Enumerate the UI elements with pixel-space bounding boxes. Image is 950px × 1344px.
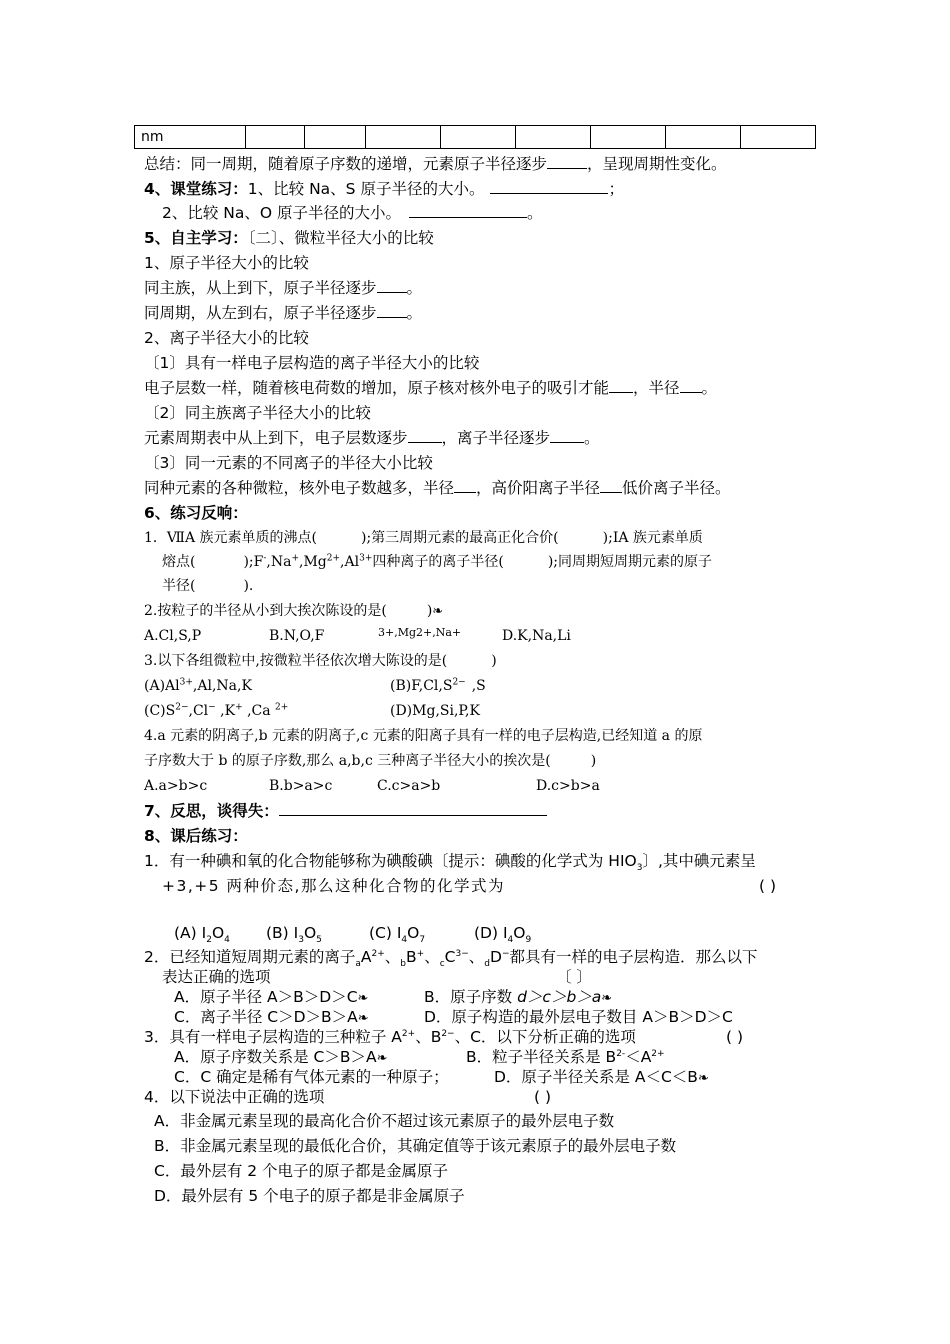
option-d[interactable]: D．最外层有 5 个电子的原子都是非金属原子 <box>154 1187 465 1205</box>
option-b[interactable]: B．粒子半径关系是 $B^{2-}<A^{2+}$ <box>466 1048 665 1066</box>
sec4-line1 <box>144 178 624 200</box>
subsection-title: 〔3〕同一元素的不同离子的半径大小比较 <box>144 454 433 472</box>
answer-blank[interactable] <box>609 377 633 393</box>
option-text: B．原子序数 <box>424 988 513 1006</box>
section-subtitle: 〔二〕、微粒半径大小的比较 <box>247 229 434 247</box>
q3-line <box>144 650 497 672</box>
option-c[interactable]: C．C 确定是稀有气体元素的一种原子； <box>174 1068 449 1086</box>
answer-paren[interactable]: ( ) <box>759 877 777 895</box>
line-text: ,Mg <box>299 554 327 570</box>
option-text: (B)F,Cl,S <box>390 678 453 694</box>
summary-text-end: ，呈现周期性变化。 <box>587 155 727 173</box>
sec5-line <box>144 377 717 399</box>
answer-blank[interactable] <box>550 427 584 443</box>
sec5-heading-line <box>144 227 434 249</box>
table-cell <box>441 126 516 149</box>
line-text: ). <box>243 578 254 594</box>
table-cell-unit: nm <box>135 126 246 149</box>
section-heading: 5、自主学习： <box>144 229 248 247</box>
option-text: ,Ca <box>247 703 271 719</box>
option-a[interactable]: A.a>b>c <box>144 778 208 794</box>
table-cell <box>305 126 366 149</box>
line-text: 都具有一样的电子层构造．那么以下 <box>509 948 758 966</box>
option-text: ,Cl <box>188 703 209 719</box>
section-heading: 6、练习反响： <box>144 504 248 522</box>
answer-blank[interactable] <box>408 427 442 443</box>
p2-line1: 2．已经知道短周期元素的离子$_aA^{2+}$、$_b$B+、$_cC^{3-}$、$_d$D−都具有一样的电子层构造．那么以下 <box>144 948 758 970</box>
punct: 。 <box>584 429 600 447</box>
question-text: 1、比较 Na、S 原子半径的大小。 <box>247 180 485 198</box>
option-b[interactable]: B．非金属元素呈现的最低化合价，其确定值等于该元素原子的最外层电子数 <box>154 1137 677 1155</box>
q1-line3 <box>162 575 253 597</box>
line-text: ,Al <box>340 554 360 570</box>
option-d[interactable]: D.c>b>a <box>536 778 600 794</box>
punct: ) <box>590 753 597 769</box>
option-c[interactable]: C．最外层有 2 个电子的原子都是金属原子 <box>154 1162 449 1180</box>
line-text: ，半径 <box>633 379 680 397</box>
q2-line <box>144 600 443 623</box>
option-a[interactable]: A．非金属元素呈现的最高化合价不超过该元素原子的最外层电子数 <box>154 1112 615 1130</box>
answer-blank[interactable] <box>547 153 587 169</box>
answer-blank[interactable] <box>490 178 608 194</box>
option-text: ,K <box>220 703 236 719</box>
option-text: A．原子半径 A＞B＞D＞C <box>174 988 358 1006</box>
option-d[interactable]: (D) $I_4O_9$ <box>474 924 532 946</box>
line-text: 熔点( <box>162 554 196 570</box>
scribble-icon: ❧ <box>357 991 369 1006</box>
section-heading: 4、课堂练习： <box>144 180 248 198</box>
option-text: D．原子半径关系是 A＜C＜B <box>494 1068 698 1086</box>
answer-blank[interactable] <box>454 477 476 493</box>
radius-table-row <box>134 125 816 149</box>
q1-line2: 熔点( )$;F^-,Na^+,Mg^{2+},Al^{3+}$四种离子的离子半径( );同周期短周期元素的原子 <box>162 553 713 570</box>
option-text: ,Al,Na,K <box>192 678 252 694</box>
table-cell <box>366 126 441 149</box>
line-text: +3,+5 两种价态,那么这种化合物的化学式为 <box>162 877 505 895</box>
p1-line1: 1．有一种碘和氧的化合物能够称为碘酸碘〔提示：碘酸的化学式为 $HIO_3$〕,其中碘元素呈 <box>144 852 756 874</box>
scribble-icon: ❧ <box>357 1011 369 1026</box>
option-a[interactable]: $(A)Al^{3+},Al,Na,K$ <box>144 677 252 694</box>
p4-line <box>144 1086 744 1108</box>
subsection-title: 1、原子半径大小的比较 <box>144 254 309 272</box>
section-heading: 7、反思，谈得失： <box>144 802 279 820</box>
scribble-icon: ❧ <box>601 991 613 1006</box>
punct: 。 <box>701 379 718 397</box>
table-cell <box>741 126 816 149</box>
punct: ； <box>608 180 624 198</box>
answer-blank[interactable] <box>377 277 407 293</box>
answer-paren[interactable]: ( ) <box>726 1028 744 1046</box>
answer-blank[interactable] <box>680 377 702 393</box>
line-text: );F <box>243 554 264 570</box>
line-text: 低价离子半径。 <box>622 479 731 497</box>
punct: 。 <box>527 204 543 222</box>
line-text: 、B <box>415 1028 442 1046</box>
punct: ) <box>426 603 433 619</box>
option-c[interactable]: $(C)S^{2-},Cl^-$ ,K+ ,Ca $^{2+}$ <box>144 702 289 719</box>
reflection-blank[interactable] <box>279 800 547 816</box>
option-c[interactable]: 3+,Mg2+,Na+ <box>378 626 462 639</box>
line-text: ，离子半径逐步 <box>441 429 551 447</box>
option-d[interactable]: D.K,Na,Li <box>502 628 571 644</box>
q1-line1 <box>144 527 703 549</box>
line-text: 1．ⅦA 族元素单质的沸点( <box>144 530 317 546</box>
scribble-icon: ❧ <box>432 604 444 619</box>
line-text: );同周期短周期元素的原子 <box>547 554 713 570</box>
line-text: 3.以下各组微粒中,按微粒半径依次增大陈设的是( <box>144 653 448 669</box>
option-b[interactable]: (B) $I_3O_5$ <box>266 924 322 946</box>
line-text: 〕,其中碘元素呈 <box>642 852 756 870</box>
answer-paren[interactable]: ( ) <box>534 1088 552 1106</box>
summary-line <box>144 153 727 175</box>
option-d[interactable]: (D)Mg,Si,P,K <box>390 703 480 719</box>
line-text: 2.按粒子的半径从小到大挨次陈设的是( <box>144 603 387 619</box>
option-b[interactable]: $(B)F,Cl,S^{2-}$ ,S <box>390 677 486 694</box>
line-text: 、C．以下分析正确的选项 <box>454 1028 636 1046</box>
line-text: 3．具有一样电子层构造的三种粒子 A <box>144 1028 402 1046</box>
line-text: 1．有一种碘和氧的化合物能够称为碘酸碘〔提示：碘酸的化学式为 HIO <box>144 852 637 870</box>
punct: 。 <box>406 279 423 297</box>
option-text: (A)Al <box>144 678 180 694</box>
q4-line1: 4.a 元素的阴离子,b 元素的阴离子,c 元素的阳离子具有一样的电子层构造,已经知道 a 的原 <box>144 728 703 744</box>
option-c[interactable]: (C) $I_4O_7$ <box>369 924 426 946</box>
sec4-line2 <box>162 202 543 224</box>
line-text: 半径( <box>162 578 196 594</box>
line-text: 表达正确的选项 <box>162 968 271 986</box>
line-text: 同主族，从上到下，原子半径逐步 <box>144 279 377 297</box>
line-text: 元素周期表中从上到下，电子层数逐步 <box>144 429 408 447</box>
line-text: );第三周期元素的最高正化合价( <box>361 530 559 546</box>
sec5-line <box>144 477 731 499</box>
question-text: 2、比较 Na、O 原子半径的大小。 <box>162 204 402 222</box>
line-text: 4．以下说法中正确的选项 <box>144 1088 325 1106</box>
scribble-icon: ❧ <box>376 1051 388 1066</box>
option-b[interactable]: B.b>a>c <box>269 778 333 794</box>
option-text: ＜A <box>625 1048 652 1066</box>
option-a[interactable]: A.Cl,S,P <box>144 628 202 644</box>
table-cell <box>246 126 305 149</box>
punct: ) <box>491 653 497 669</box>
line-text: ,Na <box>266 554 292 570</box>
answer-blank[interactable] <box>409 202 527 218</box>
subsection-title: 2、离子半径大小的比较 <box>144 329 309 347</box>
sec7-line <box>144 800 547 822</box>
line-text: 2．已经知道短周期元素的离子 <box>144 948 356 966</box>
option-text: A．原子序数关系是 C＞B＞A <box>174 1048 377 1066</box>
line-text: 同种元素的各种微粒，核外电子数越多，半径 <box>144 479 455 497</box>
subsection-title: 〔2〕同主族离子半径大小的比较 <box>144 404 371 422</box>
subsection-title: 〔1〕具有一样电子层构造的离子半径大小的比较 <box>144 354 480 372</box>
answer-paren[interactable]: 〔 〕 <box>556 968 592 986</box>
table-cell <box>591 126 666 149</box>
line-text: 子序数大于 b 的原子序数,那么 a,b,c 三种离子半径大小的挨次是( <box>144 753 551 769</box>
line-text: 电子层数一样，随着核电荷数的增加，原子核对核外电子的吸引才能 <box>144 379 610 397</box>
option-d[interactable]: D．原子构造的最外层电子数目 A＞B＞D＞C <box>424 1008 733 1026</box>
option-text: (C)S <box>144 703 176 719</box>
table-cell <box>516 126 591 149</box>
option-b[interactable]: B.N,O,F <box>269 628 325 644</box>
line-text: ，高价阳离子半径 <box>476 479 601 497</box>
section-heading: 8、课后练习： <box>144 827 248 845</box>
option-text: ,S <box>471 678 486 694</box>
sec5-line <box>144 277 422 299</box>
line-text: 四种离子的离子半径( <box>372 554 504 570</box>
line-text: );IA 族元素单质 <box>602 530 703 546</box>
punct: 。 <box>406 304 423 322</box>
sec5-line <box>144 427 600 449</box>
q4-line2 <box>144 750 596 772</box>
scribble-icon: ❧ <box>697 1071 709 1086</box>
p3-line: 3．具有一样电子层构造的三种粒子 $A^{2+}$、$B^{2-}$、C．以下分析正确的选项 ( ) <box>144 1028 744 1046</box>
option-text: d＞c＞b＞a <box>517 988 602 1006</box>
option-c[interactable]: C.c>a>b <box>377 778 441 794</box>
answer-blank[interactable] <box>600 477 622 493</box>
sec5-line <box>144 302 422 324</box>
table-cell <box>666 126 741 149</box>
option-text: C．离子半径 C＞D＞B＞A <box>174 1008 358 1026</box>
option-a[interactable]: (A) $I_2O_4$ <box>174 924 230 946</box>
option-text: B．粒子半径关系是 B <box>466 1048 617 1066</box>
summary-text: 总结：同一周期，随着原子序数的递增，元素原子半径逐步 <box>144 155 548 173</box>
answer-blank[interactable] <box>377 302 407 318</box>
line-text: 同周期，从左到右，原子半径逐步 <box>144 304 377 322</box>
